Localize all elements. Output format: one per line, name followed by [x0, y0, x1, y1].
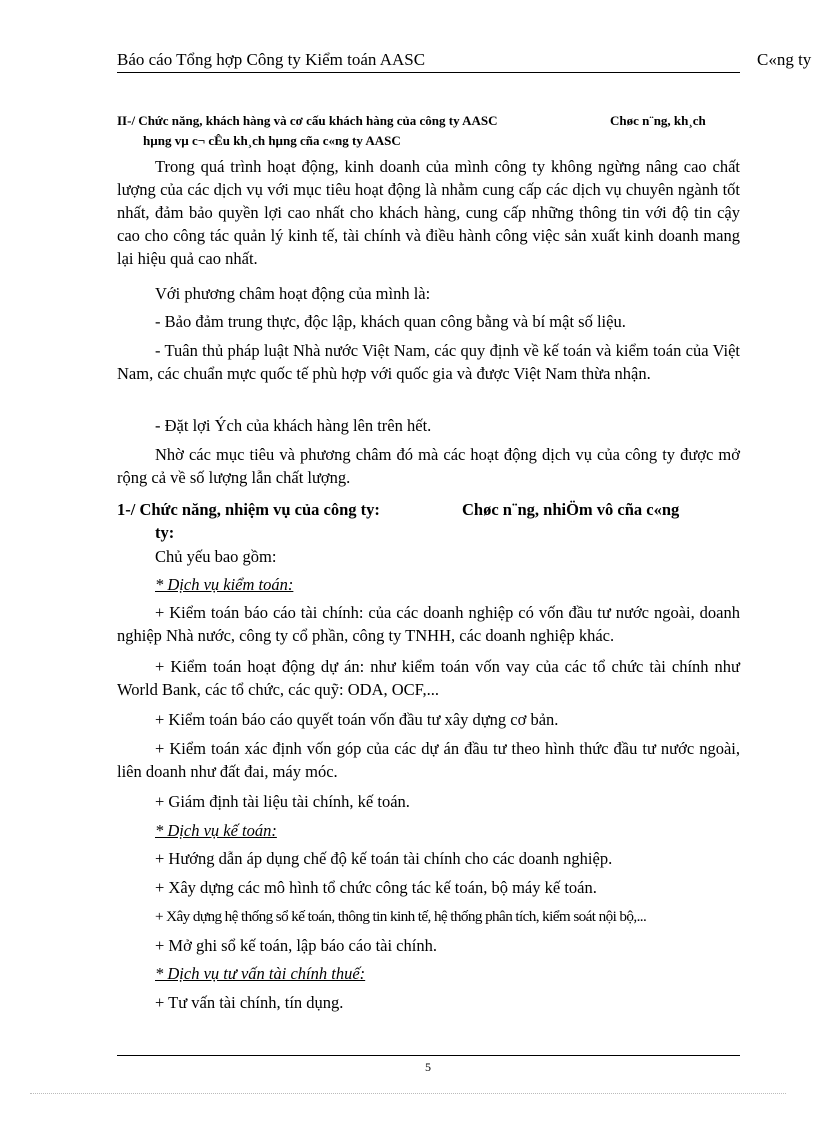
paragraph-intro: Trong quá trình hoạt động, kinh doanh của mình công ty không ngừng nâng cao chất lượng của các dịch vụ với mục tiêu hoạt động là nhằm cung cấp các dịch vụ chuyên ngành tốt nhất, đảm bảo quyền lợi cao nhất cho khách hàng, cung cấp những thông tin với độ tin cậy cao cho công tác quản lý kinh tế, tài chính và điều hành công việc sản xuất kinh doanh mang lại hiệu quả cao nhất. [117, 157, 740, 268]
paragraph-motto: Với phương châm hoạt động của mình là: [155, 284, 431, 303]
page-bottom-border [30, 1093, 786, 1094]
audit-item-1: + Kiểm toán báo cáo tài chính: của các doanh nghiệp có vốn đầu tư nước ngoài, doanh nghiệp Nhà nước, công ty cổ phần, công ty TNHH, các doanh nghiệp khác. [117, 603, 740, 645]
section-heading-line2: hµng vµ c¬ cÊu kh¸ch hµng cña c«ng ty AASC [143, 133, 401, 148]
subsection-heading [117, 498, 740, 544]
page-header [117, 50, 740, 73]
accounting-item-4: + Mở ghi sổ kế toán, lập báo cáo tài chính. [155, 936, 437, 955]
paragraph-principle-1: - Bảo đảm trung thực, độc lập, khách quan công bằng và bí mật số liệu. [155, 312, 626, 331]
accounting-item-2: + Xây dựng các mô hình tổ chức công tác kế toán, bộ máy kế toán. [155, 878, 597, 897]
paragraph-principle-3: - Đặt lợi Ých của khách hàng lên trên hết. [155, 416, 432, 435]
accounting-item-3: + Xây dựng hệ thống sổ kế toán, thông tin kinh tế, hệ thống phân tích, kiểm soát nội bộ,... [155, 908, 647, 925]
audit-item-4: + Kiểm toán xác định vốn góp của các dự án đầu tư theo hình thức đầu tư nước ngoài, liên doanh như đất đai, máy móc. [117, 739, 740, 781]
audit-services-title: * Dịch vụ kiểm toán: [155, 575, 294, 594]
footer-divider [117, 1055, 740, 1056]
section-heading [117, 111, 740, 151]
paragraph-conclusion: Nhờ các mục tiêu và phương châm đó mà các hoạt động dịch vụ của công ty được mở rộng cả về số lượng lẫn chất lượng. [117, 445, 740, 487]
tax-services-title: * Dịch vụ tư vấn tài chính thuế: [155, 964, 366, 983]
section-heading-line1: II-/ Chức năng, khách hàng và cơ cấu khách hàng của công ty AASC [117, 113, 498, 128]
paragraph-principle-2: - Tuân thủ pháp luật Nhà nước Việt Nam, các quy định về kế toán và kiểm toán của Việt Nam, các chuẩn mực quốc tế phù hợp với quốc gia và được Việt Nam thừa nhận. [117, 341, 740, 383]
page-number: 5 [425, 1060, 431, 1074]
subsection-heading-text: 1-/ Chức năng, nhiệm vụ của công ty: [117, 500, 380, 519]
accounting-item-1: + Hướng dẫn áp dụng chế độ kế toán tài chính cho các doanh nghiệp. [155, 849, 613, 868]
audit-item-2: + Kiểm toán hoạt động dự án: như kiểm toán vốn vay của các tổ chức tài chính như World Bank, các tổ chức, các quỹ: ODA, OCF,... [117, 657, 740, 699]
header-title: Báo cáo Tổng hợp Công ty Kiểm toán AASC [117, 50, 426, 69]
subsection-intro: Chủ yếu bao gồm: [155, 547, 277, 566]
section-heading-glyph: Chøc n¨ng, kh¸ch [610, 113, 706, 128]
accounting-services-title: * Dịch vụ kế toán: [155, 821, 277, 840]
audit-item-5: + Giám định tài liệu tài chính, kế toán. [155, 792, 410, 811]
tax-item-1: + Tư vấn tài chính, tín dụng. [155, 993, 344, 1012]
subsection-heading-glyph-wrap: ty: [155, 523, 175, 542]
header-right-text: C«ng ty [757, 50, 812, 69]
subsection-heading-glyph: Chøc n¨ng, nhiÖm vô cña c«ng [462, 500, 680, 519]
audit-item-3: + Kiểm toán báo cáo quyết toán vốn đầu tư xây dựng cơ bản. [155, 710, 559, 729]
